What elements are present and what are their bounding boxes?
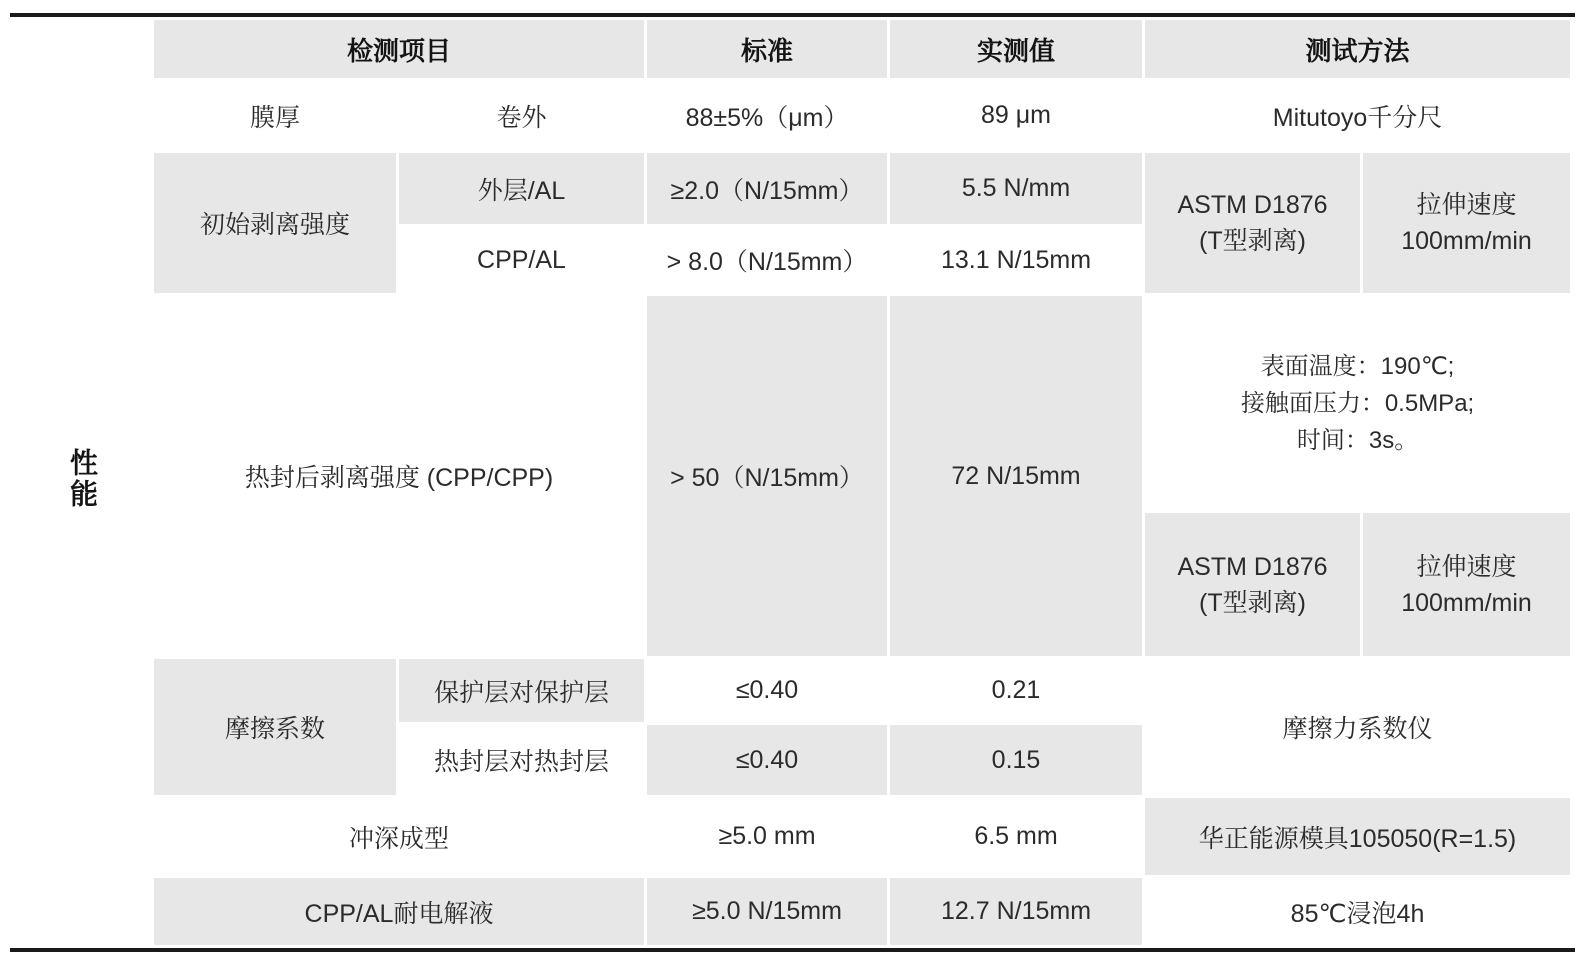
cell-thickness-measured: 89 μm [890,81,1142,150]
condition-time: 时间：3s。 [1296,426,1419,454]
cell-initial-peel-measured2: 13.1 N/15mm [890,227,1142,293]
spec-sheet-page [0,13,1592,965]
cell-electrolyte-standard: ≥5.0 N/15mm [647,878,887,945]
cell-forming-measured: 6.5 mm [890,798,1142,875]
cell-friction-standard1: ≤0.40 [647,659,887,722]
speed-line2: 100mm/min [1401,588,1532,617]
side-label: 性能 [67,448,98,510]
bottom-rule [10,948,1575,952]
cell-initial-peel-sub2: CPP/AL [399,227,644,293]
header-standard: 标准 [647,20,887,78]
cell-friction-standard2: ≤0.40 [647,725,887,795]
side-label-cell [13,20,151,945]
cell-forming-method: 华正能源模具105050(R=1.5) [1145,798,1570,875]
header-item: 检测项目 [154,20,644,78]
performance-spec-table [10,17,1573,948]
cell-friction-sub2: 热封层对热封层 [399,725,644,795]
row-friction-protective [13,659,1570,722]
cell-friction-sub1: 保护层对保护层 [399,659,644,722]
cell-thickness-standard: 88±5%（μm） [647,81,887,150]
speed-line2: 100mm/min [1401,227,1532,255]
cell-initial-peel-standard1: ≥2.0（N/15mm） [647,153,887,224]
cell-friction-measured1: 0.21 [890,659,1142,722]
cell-initial-peel-standard2: > 8.0（N/15mm） [647,227,887,293]
cell-heat-seal-item: 热封后剥离强度 (CPP/CPP) [154,296,644,656]
row-electrolyte [13,878,1570,945]
cell-thickness-item: 膜厚 [154,81,396,150]
header-method: 测试方法 [1145,20,1570,78]
speed-line1: 拉伸速度 [1416,552,1517,581]
cell-heat-seal-conditions [1145,296,1570,510]
cell-thickness-method: Mitutoyo千分尺 [1145,81,1570,150]
cell-heat-seal-method-standard [1145,513,1360,656]
row-heat-seal-peel-top [13,296,1570,510]
cell-forming-standard: ≥5.0 mm [647,798,887,875]
header-row [13,20,1570,78]
cell-heat-seal-standard: > 50（N/15mm） [647,296,887,656]
condition-pressure: 接触面压力：0.5MPa; [1240,389,1475,417]
cell-initial-peel-sub1: 外层/AL [399,153,644,224]
cell-friction-method: 摩擦力系数仪 [1145,659,1570,795]
astm-line1: ASTM D1876 [1177,191,1328,219]
cell-forming-item: 冲深成型 [154,798,644,875]
cell-thickness-sub: 卷外 [399,81,644,150]
condition-temperature: 表面温度：190℃; [1260,352,1455,380]
cell-initial-peel-method-speed [1363,153,1570,293]
row-thickness [13,81,1570,150]
astm-line2: (T型剥离) [1199,588,1306,617]
cell-electrolyte-method: 85℃浸泡4h [1145,878,1570,945]
cell-electrolyte-item: CPP/AL耐电解液 [154,878,644,945]
astm-line1: ASTM D1876 [1177,552,1328,581]
cell-friction-measured2: 0.15 [890,725,1142,795]
speed-line1: 拉伸速度 [1416,191,1517,219]
cell-electrolyte-measured: 12.7 N/15mm [890,878,1142,945]
header-measured: 实测值 [890,20,1142,78]
cell-heat-seal-measured: 72 N/15mm [890,296,1142,656]
row-initial-peel-outer [13,153,1570,224]
cell-initial-peel-method-standard [1145,153,1360,293]
row-forming [13,798,1570,875]
cell-friction-item: 摩擦系数 [154,659,396,795]
cell-initial-peel-item: 初始剥离强度 [154,153,396,293]
cell-initial-peel-measured1: 5.5 N/mm [890,153,1142,224]
astm-line2: (T型剥离) [1199,227,1306,255]
cell-heat-seal-method-speed [1363,513,1570,656]
